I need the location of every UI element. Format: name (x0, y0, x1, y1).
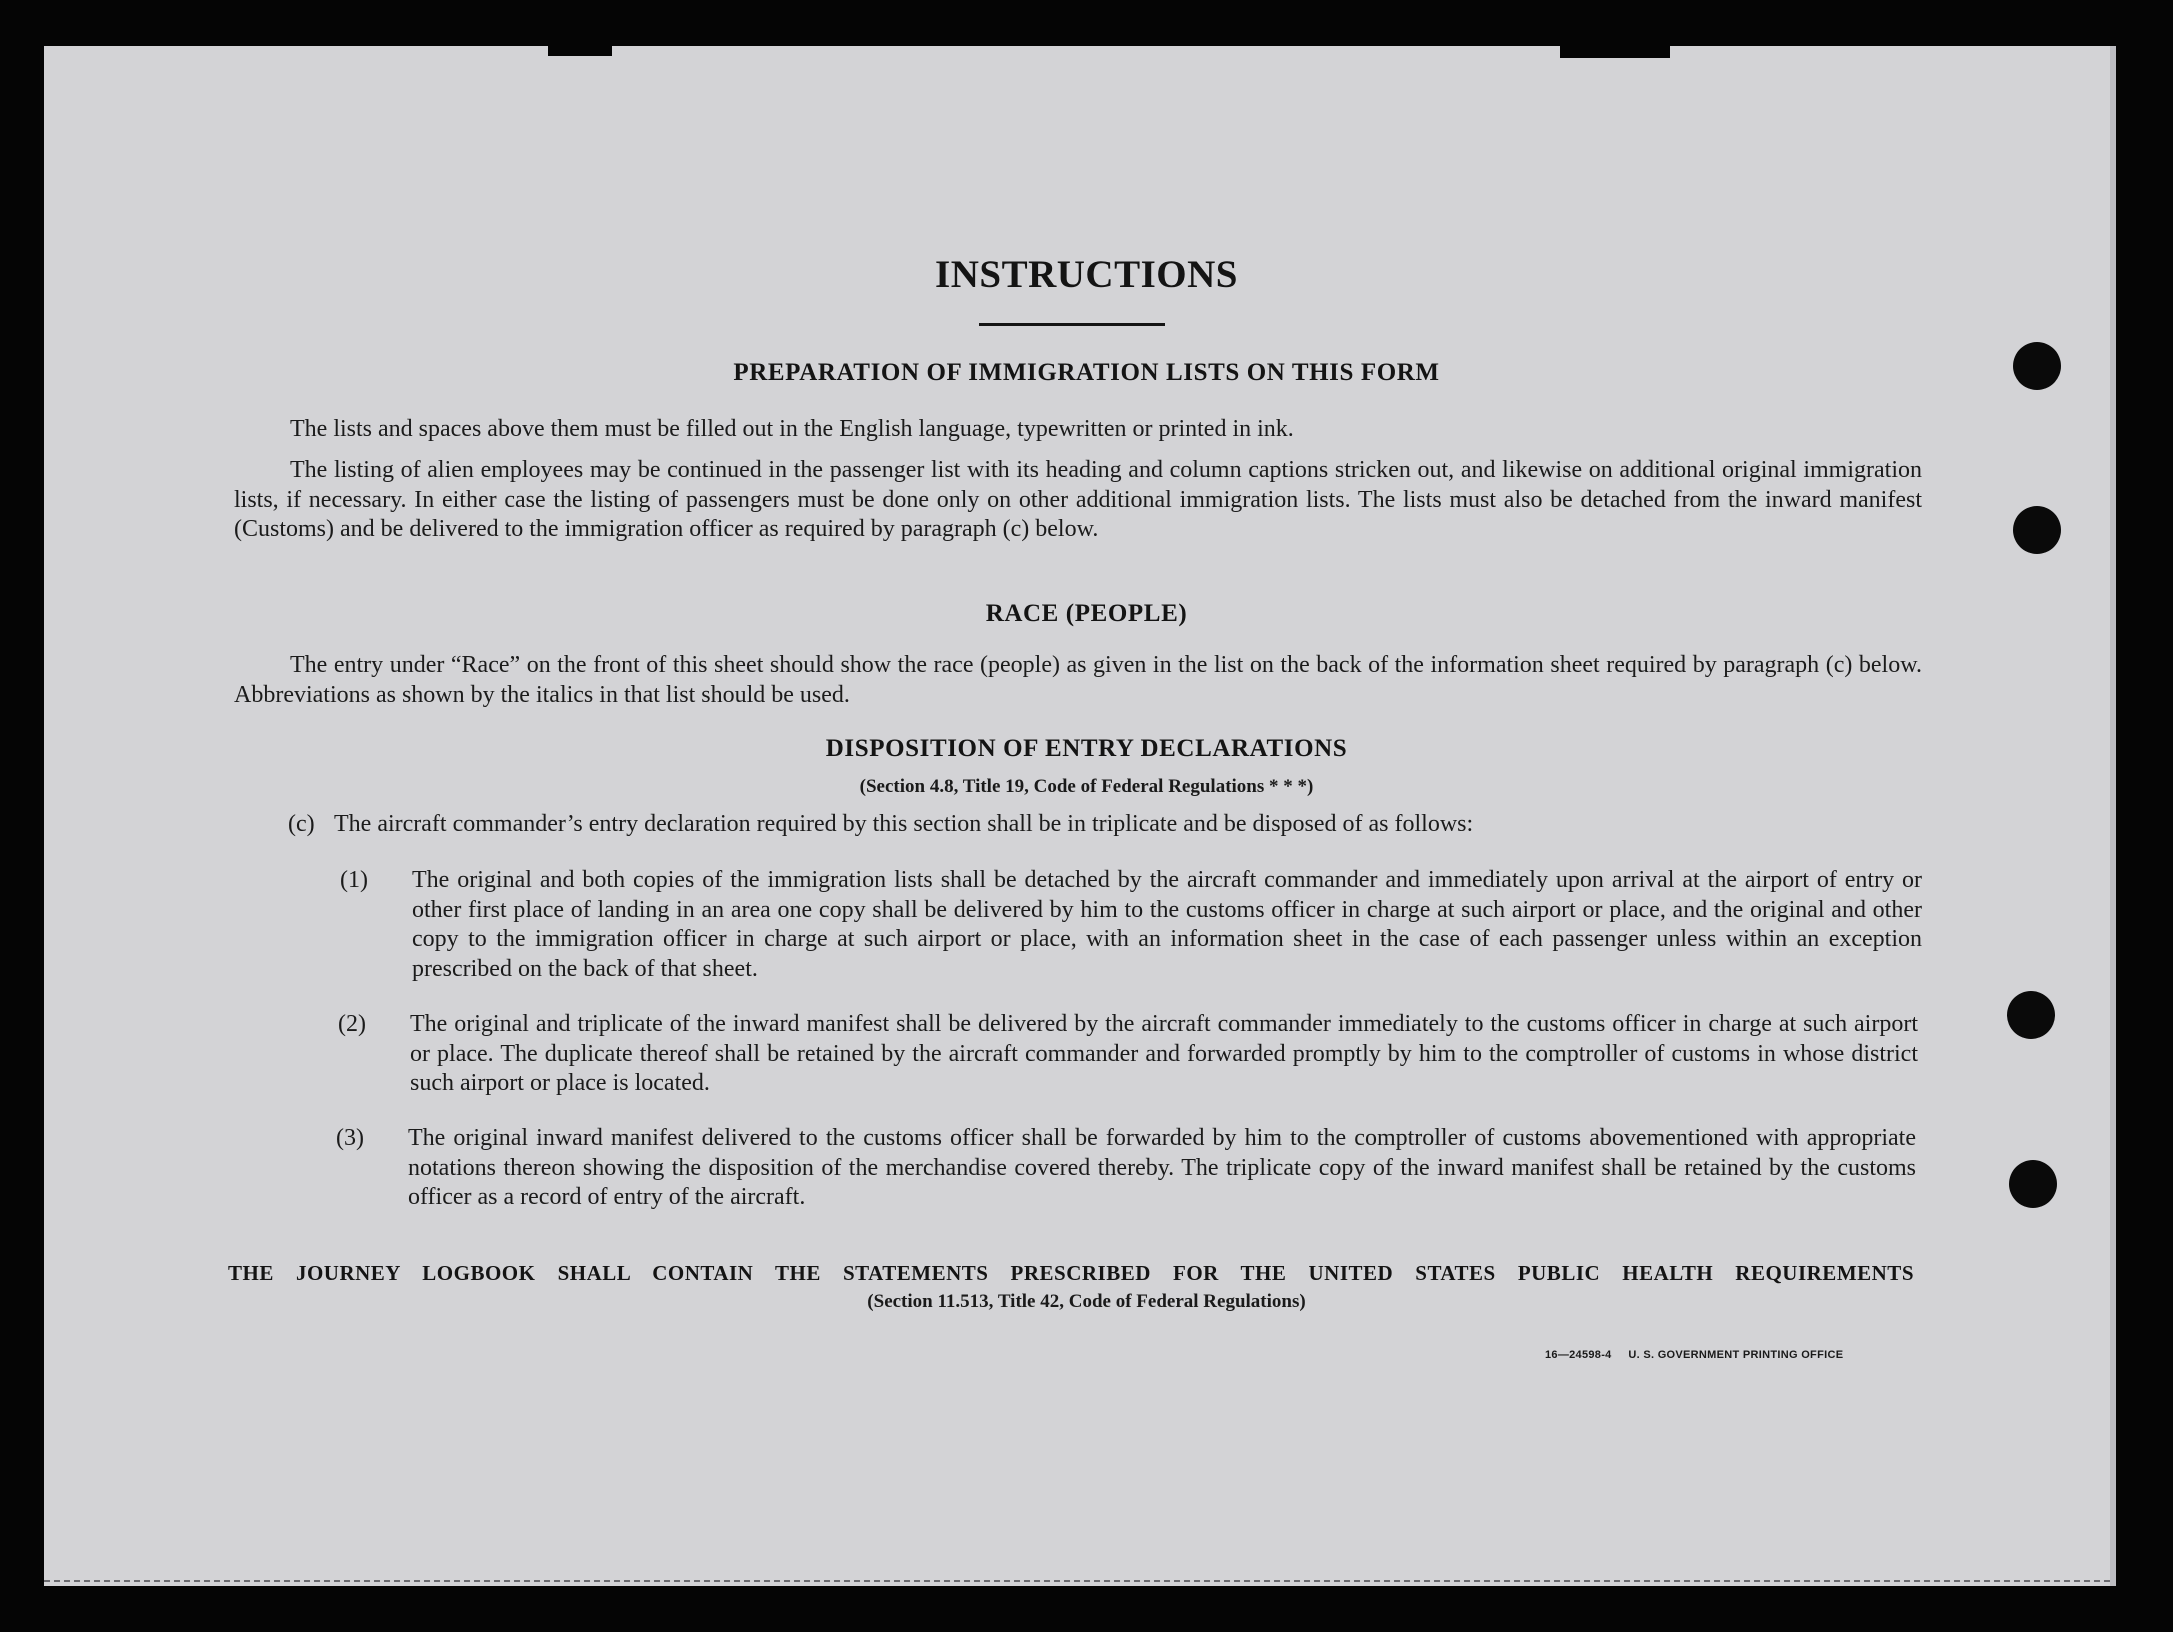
punch-hole (2013, 506, 2061, 554)
disposition-item-1 (340, 866, 1922, 984)
item-text: The original and triplicate of the inward manifest shall be delivered by the aircraft commander immediately to the customs officer in charge at such airport or place. The duplicate thereof shall be retained by the aircraft commander and forwarded promptly by him to the comptroller of customs in whose district such airport or place is located. (410, 1011, 1918, 1096)
disposition-citation: (Section 4.8, Title 19, Code of Federal Regulations * * *) (859, 776, 1314, 797)
disposition-intro (288, 810, 1924, 840)
sheet-edge-line (44, 1580, 2110, 1582)
item-number: (2) (338, 1011, 366, 1037)
page-title: INSTRUCTIONS (935, 253, 1238, 296)
section-heading-preparation: PREPARATION OF IMMIGRATION LISTS ON THIS FORM (733, 359, 1440, 386)
public-health-citation: (Section 11.513, Title 42, Code of Federal Regulations) (867, 1291, 1306, 1312)
item-text: The original inward manifest delivered to the customs officer shall be forwarded by him to the comptroller of customs abovementioned with appropriate notations thereon showing the disposition of the merchandise covered thereby. The triplicate copy of the inward manifest shall be retained by the customs officer as a record of entry of the aircraft. (408, 1125, 1916, 1210)
top-tab-mark-right (1560, 44, 1670, 58)
item-number: (1) (340, 867, 368, 893)
printer-imprint (1545, 1349, 1843, 1361)
section-heading-disposition: DISPOSITION OF ENTRY DECLARATIONS (825, 735, 1348, 762)
public-health-statement: THE JOURNEY LOGBOOK SHALL CONTAIN THE STATEMENTS PRESCRIBED FOR THE UNITED STATES PUBLIC HEALTH REQUIREMENTS (228, 1261, 1914, 1285)
top-tab-mark-left (548, 44, 612, 56)
section-heading-race: RACE (PEOPLE) (985, 600, 1188, 627)
intro-text: The aircraft commander’s entry declaration required by this section shall be in triplicate and be disposed of as follows: (334, 811, 1474, 837)
preparation-paragraph-1: The lists and spaces above them must be filled out in the English language, typewritten or printed in ink. (290, 416, 1294, 442)
intro-label: (c) (288, 811, 315, 837)
preparation-paragraph-2: The listing of alien employees may be continued in the passenger list with its heading and column captions stricken out, and likewise on additional original immigration lists, if necessary. In either case the listing of passengers must be done only on other additional immigration lists. The lists must also be detached from the inward manifest (Customs) and be delivered to the immigration officer as required by paragraph (c) below. (234, 457, 1922, 542)
item-number: (3) (336, 1125, 364, 1151)
disposition-item-3 (336, 1124, 1916, 1213)
disposition-item-2 (338, 1010, 1918, 1099)
printer-name: U. S. GOVERNMENT PRINTING OFFICE (1628, 1349, 1844, 1361)
title-underline (979, 323, 1165, 326)
printer-code: 16—24598-4 (1545, 1349, 1612, 1361)
item-text: The original and both copies of the immigration lists shall be detached by the aircraft commander and immediately upon arrival at the airport of entry or other first place of landing in an area one copy shall be delivered by him to the customs officer in charge at such airport or place, and the original and other copy to the immigration officer in charge at such airport or place, with an information sheet in the case of each passenger unless within an exception prescribed on the back of that sheet. (412, 867, 1922, 982)
punch-hole (2007, 991, 2055, 1039)
race-paragraph: The entry under “Race” on the front of this sheet should show the race (people) as given in the list on the back of the information sheet required by paragraph (c) below. Abbreviations as shown by the italics in that list should be used. (234, 652, 1922, 708)
punch-hole (2009, 1160, 2057, 1208)
